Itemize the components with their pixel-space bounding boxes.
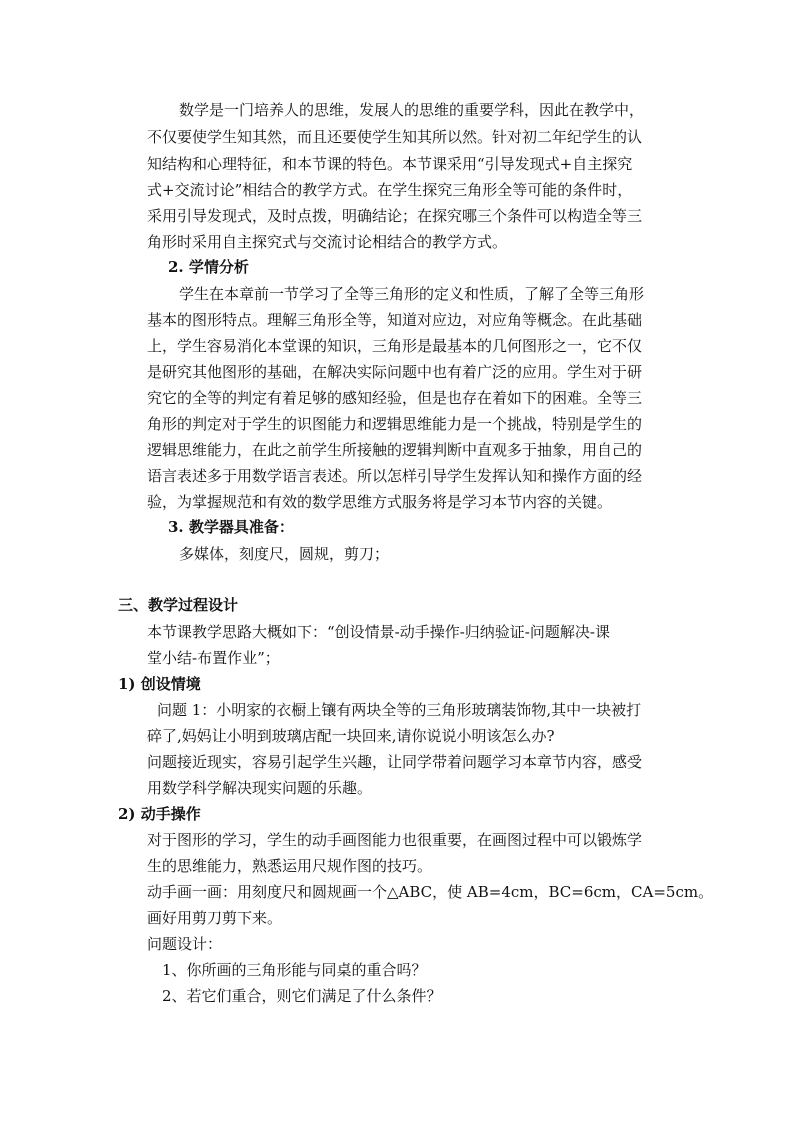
step2-text-line: 对于图形的学习，学生的动手画图能力也很重要，在画图过程中可以锻炼学 xyxy=(147,831,643,849)
part-heading-teaching-process: 三、教学过程设计 xyxy=(118,596,239,614)
analysis-line: 学生在本章前一节学习了全等三角形的定义和性质，了解了全等三角形 xyxy=(179,285,645,303)
problem-line: 问题 1：小明家的衣橱上镶有两块全等的三角形玻璃装饰物,其中一块被打 xyxy=(157,701,642,719)
intro-line: 堂小结-布置作业”； xyxy=(147,649,280,667)
method-line: 角形时采用自主探究式与交流讨论相结合的教学方式。 xyxy=(147,233,508,251)
method-line: 知结构和心理特征，和本节课的特色。本节课采用“引导发现式+自主探究 xyxy=(147,155,633,173)
intro-line: 本节课教学思路大概如下：“创设情景-动手操作-归纳验证-问题解决-课 xyxy=(147,623,610,641)
step-heading-create-situation: 1) 创设情境 xyxy=(118,675,201,693)
problem-line: 碎了,妈妈让小明到玻璃店配一块回来,请你说说小明该怎么办? xyxy=(147,727,555,745)
question-item: 1、你所画的三角形能与同桌的重合吗？ xyxy=(162,961,427,979)
step-heading-hands-on: 2) 动手操作 xyxy=(118,805,201,823)
method-line: 式+交流讨论”相结合的教学方式。在学生探究三角形全等可能的条件时， xyxy=(147,181,633,199)
analysis-line: 验，为掌握规范和有效的数学思维方式服务将是学习本节内容的关键。 xyxy=(147,493,613,511)
analysis-line: 角形的判定对于学生的识图能力和逻辑思维能力是一个挑战，特别是学生的 xyxy=(147,415,643,433)
analysis-line: 语言表述多于用数学语言表述。所以怎样引导学生发挥认知和操作方面的经 xyxy=(147,467,643,485)
analysis-line: 究它的全等的判定有着足够的感知经验，但是也存在着如下的困难。全等三 xyxy=(147,389,643,407)
step1-text-line: 用数学科学解决现实问题的乐趣。 xyxy=(147,779,373,797)
step2-text-line: 动手画一画：用刻度尺和圆规画一个△ABC，使 AB=4cm，BC=6cm，CA=5cm。 xyxy=(147,883,714,901)
section-heading-teaching-tools: 3. 教学器具准备： xyxy=(168,518,294,536)
step2-text-line: 生的思维能力，熟悉运用尺规作图的技巧。 xyxy=(147,857,433,875)
step1-text-line: 问题接近现实，容易引起学生兴趣，让同学带着问题学习本章节内容，感受 xyxy=(147,753,643,771)
section-heading-learning-analysis: 2. 学情分析 xyxy=(168,258,249,276)
step2-text-line: 问题设计： xyxy=(147,935,223,953)
analysis-line: 是研究其他图形的基础，在解决实际问题中也有着广泛的应用。学生对于研 xyxy=(147,363,643,381)
tools-line: 多媒体，刻度尺，圆规，剪刀； xyxy=(179,545,390,563)
step2-text-line: 画好用剪刀剪下来。 xyxy=(147,909,283,927)
analysis-line: 基本的图形特点。理解三角形全等，知道对应边，对应角等概念。在此基础 xyxy=(147,311,643,329)
analysis-line: 上，学生容易消化本堂课的知识，三角形是最基本的几何图形之一，它不仅 xyxy=(147,337,643,355)
analysis-line: 逻辑思维能力，在此之前学生所接触的逻辑判断中直观多于抽象，用自己的 xyxy=(147,441,643,459)
method-line: 数学是一门培养人的思维，发展人的思维的重要学科，因此在教学中， xyxy=(179,101,645,119)
method-line: 采用引导发现式，及时点拨，明确结论；在探究哪三个条件可以构造全等三 xyxy=(147,207,643,225)
question-item: 2、若它们重合，则它们满足了什么条件？ xyxy=(162,987,442,1005)
method-line: 不仅要使学生知其然，而且还要使学生知其所以然。针对初二年纪学生的认 xyxy=(147,128,643,146)
